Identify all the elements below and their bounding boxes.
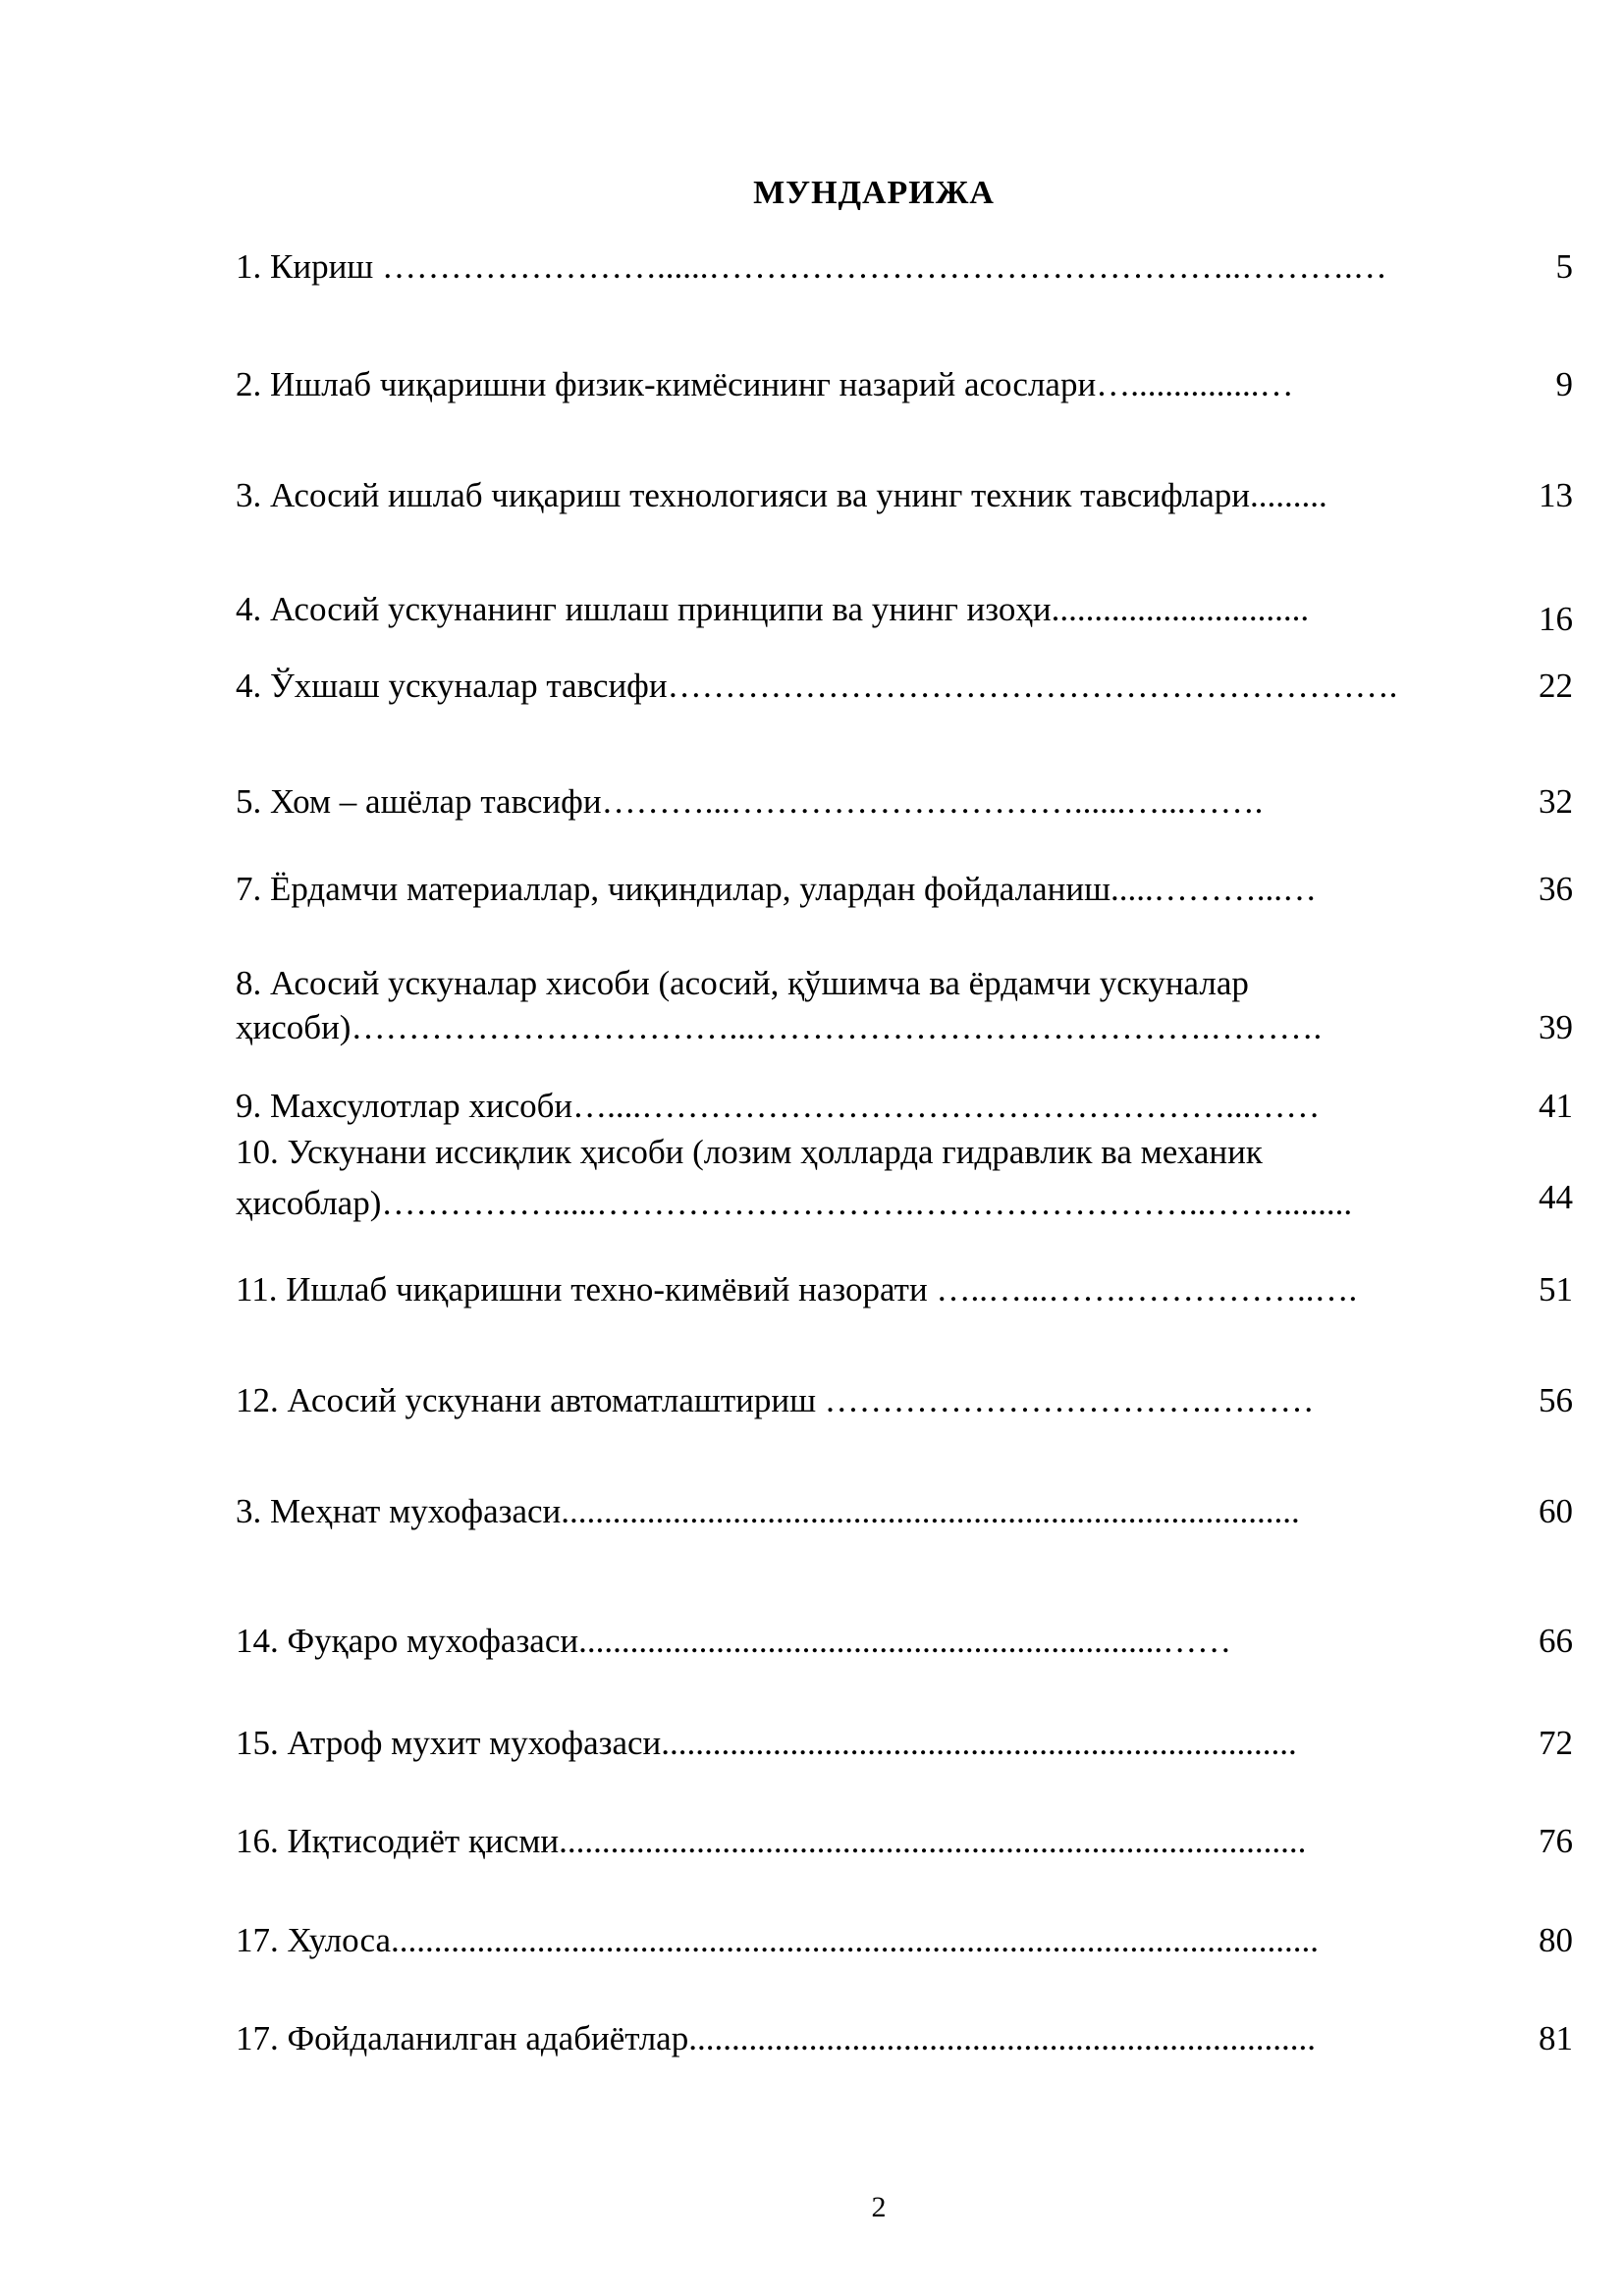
page-title: МУНДАРИЖА (753, 175, 995, 211)
toc-entry-text: 16. Иқтисодиёт қисми....................................................................................... (236, 1822, 1307, 1860)
toc-entry-text: 9. Махсулотлар хисоби…....……………………………………………...…… (236, 1087, 1321, 1125)
toc-entry-page: 72 (1539, 1724, 1573, 1762)
toc-entry-page: 76 (1539, 1822, 1573, 1860)
toc-entry-page: 41 (1539, 1087, 1573, 1125)
toc-entry-page: 80 (1539, 1921, 1573, 1959)
toc-entry-text: 14. Фуқаро мухофазаси....................................................................…… (236, 1622, 1232, 1660)
toc-entry-text-continued: ҳисоблар)…………….....……………………….……………………..……......... (236, 1184, 1353, 1222)
toc-entry-page: 5 (1555, 247, 1573, 286)
toc-entry-text: 3. Асосий ишлаб чиқариш технологияси ва унинг техник тавсифлари......... (236, 476, 1327, 514)
toc-entry-page: 22 (1539, 667, 1573, 705)
toc-entry-text: 1. Кириш ……………………......………………………………………..……….… (236, 247, 1387, 286)
toc-entry-text: 4. Ўхшаш ускуналар тавсифи………………………………………………………. (236, 667, 1398, 705)
toc-entry-text: 15. Атроф мухит мухофазаси.......................................................................... (236, 1724, 1297, 1762)
toc-entry-page: 39 (1539, 1008, 1573, 1046)
toc-entry-page: 16 (1539, 600, 1573, 638)
toc-entry-page: 81 (1539, 2019, 1573, 2057)
toc-entry-page: 66 (1539, 1622, 1573, 1660)
toc-entry-text-continued: ҳисоби)……………………………...………………………………….………. (236, 1008, 1323, 1046)
toc-entry-text: 10. Ускунани иссиқлик ҳисоби (лозим ҳолларда гидравлик ва механик (236, 1133, 1263, 1171)
toc-entry-page: 36 (1539, 870, 1573, 908)
toc-entry-text: 11. Ишлаб чиқаришни техно-кимёвий назорати …..…...…….……………..…. (236, 1270, 1358, 1308)
toc-entry-page: 9 (1555, 365, 1573, 403)
toc-entry-page: 13 (1539, 476, 1573, 514)
toc-entry-text: 3. Меҳнат мухофазаси...................................................................................... (236, 1492, 1300, 1530)
toc-entry-page: 32 (1539, 782, 1573, 821)
toc-entry-text: 5. Хом – ашёлар тавсифи………...…………………………......…...……. (236, 782, 1264, 821)
toc-entry-text: 12. Асосий ускунани автоматлаштириш …………………………….……… (236, 1381, 1315, 1419)
toc-entry-text: 2. Ишлаб чиқаришни физик-кимёсининг назарий асослари…...............… (236, 365, 1294, 403)
toc-entry-text: 17. Хулоса............................................................................................................ (236, 1921, 1319, 1959)
toc-entry-page: 60 (1539, 1492, 1573, 1530)
toc-entry-text: 4. Асосий ускунанинг ишлаш принципи ва унинг изоҳи.............................. (236, 590, 1310, 628)
toc-entry-page: 51 (1539, 1270, 1573, 1308)
toc-entry-text: 8. Асосий ускуналар хисоби (асосий, қўшимча ва ёрдамчи ускуналар (236, 964, 1249, 1002)
toc-entry-page: 44 (1539, 1178, 1573, 1216)
toc-entry-text: 17. Фойдаланилган адабиётлар......................................................................... (236, 2019, 1316, 2057)
toc-entry-text: 7. Ёрдамчи материаллар, чиқиндилар, улардан фойдаланиш.....………...… (236, 870, 1318, 908)
toc-entry-page: 56 (1539, 1381, 1573, 1419)
page-number: 2 (871, 2191, 887, 2223)
